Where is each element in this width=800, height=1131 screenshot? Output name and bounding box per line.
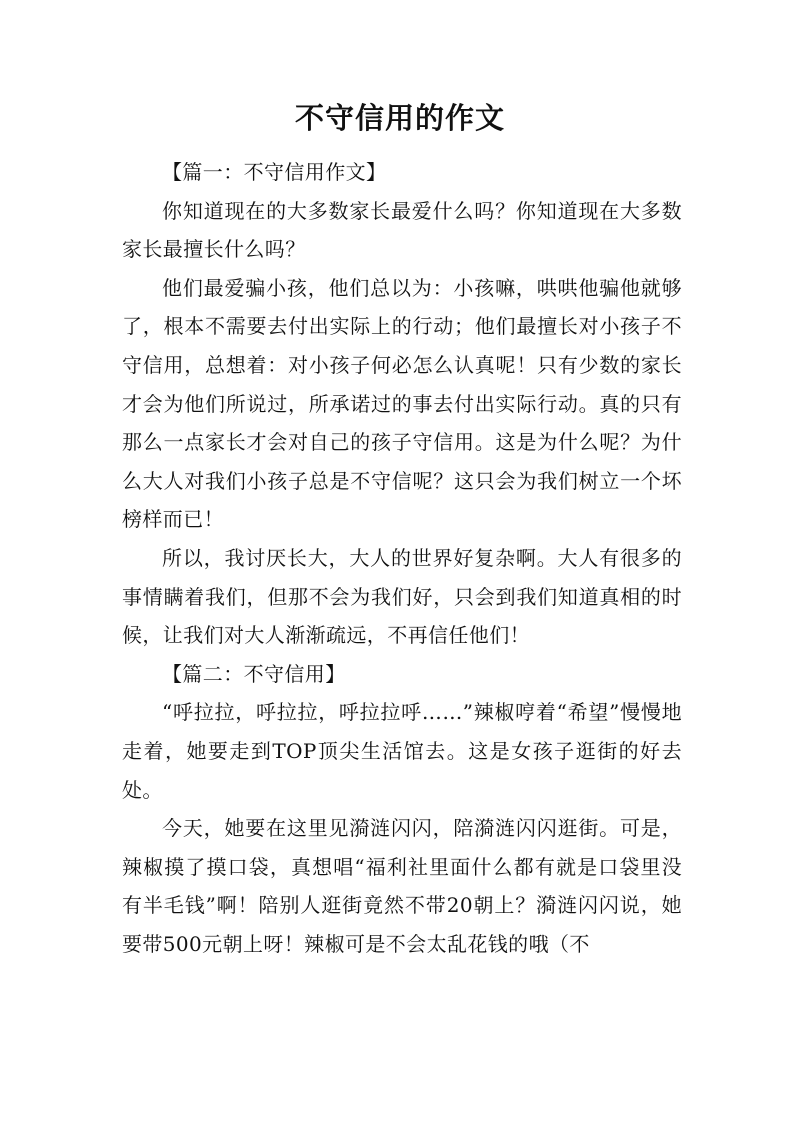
section-2-paragraph-1: “呼拉拉，呼拉拉，呼拉拉呼……”辣椒哼着“希望”慢慢地走着，她要走到TOP顶尖生活馆去。这是女孩子逛街的好去处。 [122,700,682,802]
section-2-paragraph-2: 今天，她要在这里见漪涟闪闪，陪漪涟闪闪逛街。可是，辣椒摸了摸口袋，真想唱“福利社里面什么都有就是口袋里没有半毛钱”啊！陪别人逛街竟然不带20朝上？漪涟闪闪说，她要带500元朝上呀！辣椒可是不会太乱花钱的哦（不 [122,816,682,956]
document-title: 不守信用的作文 [294,101,505,135]
section-1-paragraph-3: 所以，我讨厌长大，大人的世界好复杂啊。大人有很多的事情瞒着我们，但那不会为我们好，只会到我们知道真相的时候，让我们对大人渐渐疏远，不再信任他们！ [122,545,682,648]
section-1-paragraph-1: 你知道现在的大多数家长最爱什么吗？你知道现在大多数家长最擅长什么吗？ [122,198,682,262]
section-heading-2: 【篇二：不守信用】 [162,661,346,686]
document-body [122,153,682,963]
section-heading-1: 【篇一：不守信用作文】 [162,160,387,184]
section-1-paragraph-2: 他们最爱骗小孩，他们总以为：小孩嘛，哄哄他骗他就够了，根本不需要去付出实际上的行动；他们最擅长对小孩子不守信用，总想着：对小孩子何必怎么认真呢！只有少数的家长才会为他们所说过，所承诺过的事去付出实际行动。真的只有那么一点家长才会对自己的孩子守信用。这是为什么呢？为什么大人对我们小孩子总是不守信呢？这只会为我们树立一个坏榜样而已！ [122,275,682,532]
